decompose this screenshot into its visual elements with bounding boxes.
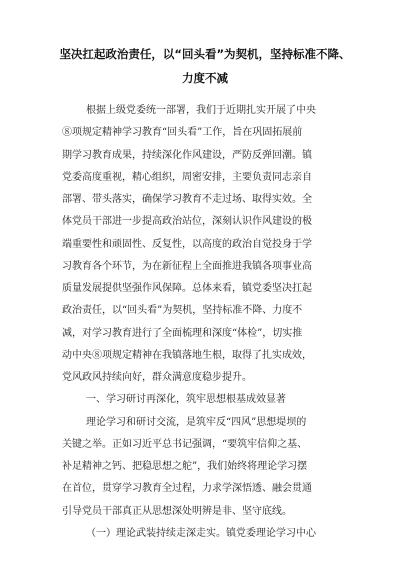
body-line-13: 党风政风持续向好，群众满意度稳步提升。 — [62, 372, 252, 383]
body-line-10: 政治责任，以“回头看”为契机，坚持标准不降、力度不 — [62, 305, 303, 316]
body-line-15: 理论学习和研讨交流，是筑牢反“四风”思想堤坝的 — [86, 417, 307, 428]
document-title-line-1: 坚决扛起政治责任，以“回头看”为契机，坚持标准不降、 — [59, 47, 351, 61]
subsection-heading-1: （一）理论武装持续走深走实。镇党委理论学习中心 — [86, 528, 316, 539]
section-heading-1: 一、学习研讨再深化，筑牢思想根基成效显著 — [86, 394, 286, 405]
body-line-3: 期学习教育成果，持续深化作风建设，严防反弹回潮。镇 — [62, 150, 312, 161]
document-title-line-2: 力度不减 — [182, 71, 228, 85]
body-line-7: 端重要性和顽固性、反复性，以高度的政治自觉投身于学 — [62, 239, 312, 250]
body-line-17: 补足精神之钙、把稳思想之舵”，我们始终将理论学习摆 — [62, 461, 308, 472]
body-line-4: 党委高度重视，精心组织，周密安排，主要负责同志亲自 — [62, 172, 312, 183]
body-line-19: 引导党员干部真正从思想深处明辨是非、坚守底线。 — [62, 506, 292, 517]
body-line-11: 减，对学习教育进行了全面梳理和深度“体检”，切实推 — [62, 328, 303, 339]
body-line-12: 动中央⑧项规定精神在我镇落地生根，取得了扎实成效， — [62, 350, 312, 361]
body-line-16: 关键之举。正如习近平总书记强调，“要筑牢信仰之基、 — [62, 439, 308, 450]
body-line-9: 质量发展提供坚强作风保障。总体来看，镇党委坚决扛起 — [62, 283, 312, 294]
body-line-6: 体党员干部进一步提高政治站位，深刻认识作风建设的极 — [62, 216, 312, 227]
body-line-2: ⑧项规定精神学习教育“回头看”工作，旨在巩固拓展前 — [62, 127, 303, 138]
body-line-5: 部署、带头落实，确保学习教育不走过场、取得实效。全 — [62, 194, 312, 205]
body-line-18: 在首位，贯穿学习教育全过程，力求学深悟透、融会贯通 — [62, 483, 312, 494]
body-line-8: 习教育各个环节，为在新征程上全面推进我镇各项事业高 — [62, 261, 312, 272]
body-line-1: 根据上级党委统一部署，我们于近期扎实开展了中央 — [86, 105, 316, 116]
